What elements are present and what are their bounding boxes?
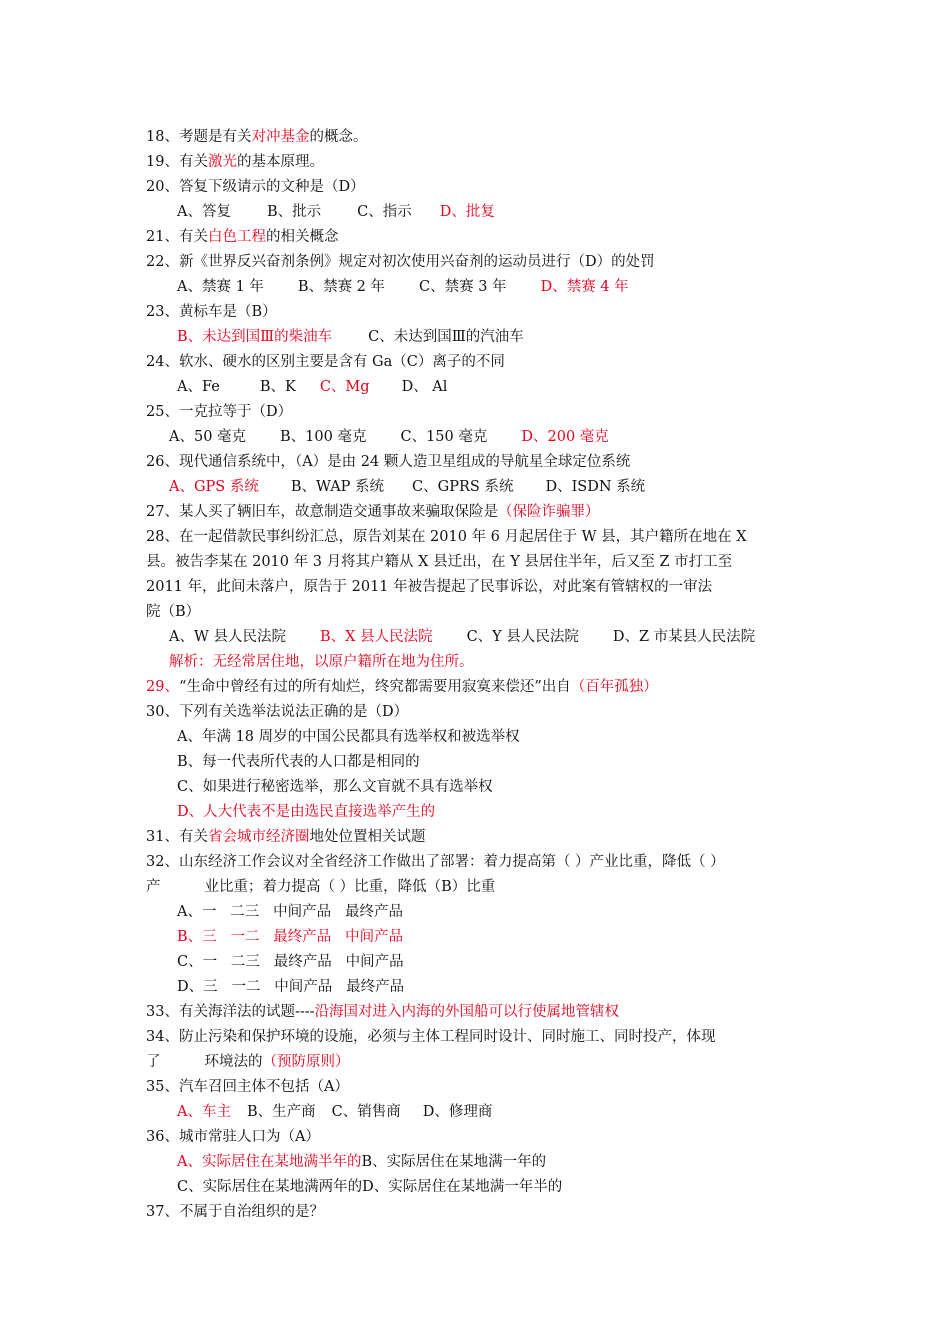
q32-option-c: C、一 二三 最终产品 中间产品 <box>177 954 404 970</box>
q20-stem: 20、答复下级请示的文种是（D） <box>146 179 365 195</box>
q25-stem: 25、一克拉等于（D） <box>146 404 293 420</box>
q28-line4: 院（B） <box>146 604 201 620</box>
q30-option-a: A、年满 18 周岁的中国公民都具有选举权和被选举权 <box>177 729 520 745</box>
q23-stem: 23、黄标车是（B） <box>146 304 277 320</box>
q36-stem: 36、城市常驻人口为（A） <box>146 1129 320 1145</box>
q32-option-a: A、一 二三 中间产品 最终产品 <box>177 904 403 920</box>
q24-options: A、Fe B、K C、Mg D、 Al <box>177 379 448 395</box>
q26-stem: 26、现代通信系统中，（A）是由 24 颗人造卫星组成的导航星全球定位系统 <box>146 454 631 470</box>
q32-option-d: D、三 一二 中间产品 最终产品 <box>177 979 405 995</box>
q30-option-d: D、人大代表不是由选民直接选举产生的 <box>177 804 436 820</box>
q29-line: 29、“生命中曾经有过的所有灿烂，终究都需要用寂寞来偿还”出自（百年孤独） <box>146 679 658 695</box>
q24-stem: 24、软水、硬水的区别主要是含有 Ga（C）离子的不同 <box>146 354 505 370</box>
q22-options: A、禁赛 1 年 B、禁赛 2 年 C、禁赛 3 年 D、禁赛 4 年 <box>177 279 629 295</box>
q35-stem: 35、汽车召回主体不包括（A） <box>146 1079 349 1095</box>
q31-line: 31、有关省会城市经济圈地处位置相关试题 <box>146 829 426 845</box>
q34-line1: 34、防止污染和保护环境的设施，必须与主体工程同时设计、同时施工、同时投产，体现 <box>146 1029 716 1045</box>
q30-option-c: C、如果进行秘密选举，那么文盲就不具有选举权 <box>177 779 493 795</box>
q32-option-b: B、三 一二 最终产品 中间产品 <box>177 929 404 945</box>
q18-line: 18、考题是有关对冲基金的概念。 <box>146 129 368 145</box>
q19-line: 19、有关激光的基本原理。 <box>146 154 324 170</box>
q28-line2: 县。被告李某在 2010 年 3 月将其户籍从 X 县迁出，在 Y 县居住半年，后又至 Z 市打工至 <box>146 554 733 570</box>
q27-line: 27、某人买了辆旧车，故意制造交通事故来骗取保险是（保险诈骗罪） <box>146 504 600 520</box>
q28-options: A、W 县人民法院 B、X 县人民法院 C、Y 县人民法院 D、Z 市某县人民法院 <box>169 629 756 645</box>
q30-option-b: B、每一代表所代表的人口都是相同的 <box>177 754 420 770</box>
q26-options: A、GPS 系统 B、WAP 系统 C、GPRS 系统 D、ISDN 系统 <box>169 479 646 495</box>
q36-options-cd: C、实际居住在某地满两年的D、实际居住在某地满一年半的 <box>177 1179 563 1195</box>
q32-line2: 产 业比重；着力提高（ ）比重，降低（B）比重 <box>146 879 496 895</box>
q23-options: B、未达到国Ⅲ的柴油车 C、未达到国Ⅲ的汽油车 <box>177 329 524 345</box>
q32-line1: 32、山东经济工作会议对全省经济工作做出了部署：着力提高第（ ）产业比重，降低（ ） <box>146 854 725 870</box>
q37-stem: 37、不属于自治组织的是？ <box>146 1204 324 1220</box>
q34-line2: 了 环境法的（预防原则） <box>146 1054 350 1070</box>
q33-line: 33、有关海洋法的试题----沿海国对进入内海的外国船可以行使属地管辖权 <box>146 1004 620 1020</box>
q28-line3: 2011 年，此间未落户，原告于 2011 年被告提起了民事诉讼，对此案有管辖权的一审法 <box>146 579 713 595</box>
q20-options: A、答复 B、批示 C、指示 D、批复 <box>177 204 495 220</box>
q35-options: A、车主 B、生产商 C、销售商 D、修理商 <box>177 1104 493 1120</box>
q25-options: A、50 毫克 B、100 毫克 C、150 毫克 D、200 毫克 <box>169 429 609 445</box>
q36-options-ab: A、实际居住在某地满半年的B、实际居住在某地满一年的 <box>177 1154 547 1170</box>
q22-stem: 22、新《世界反兴奋剂条例》规定对初次使用兴奋剂的运动员进行（D）的处罚 <box>146 254 655 270</box>
q28-analysis: 解析：无经常居住地，以原户籍所在地为住所。 <box>169 654 474 670</box>
q30-stem: 30、下列有关选举法说法正确的是（D） <box>146 704 409 720</box>
q28-line1: 28、在一起借款民事纠纷汇总，原告刘某在 2010 年 6 月起居住于 W 县，其户籍所在地在 X <box>146 529 747 545</box>
q21-line: 21、有关白色工程的相关概念 <box>146 229 339 245</box>
